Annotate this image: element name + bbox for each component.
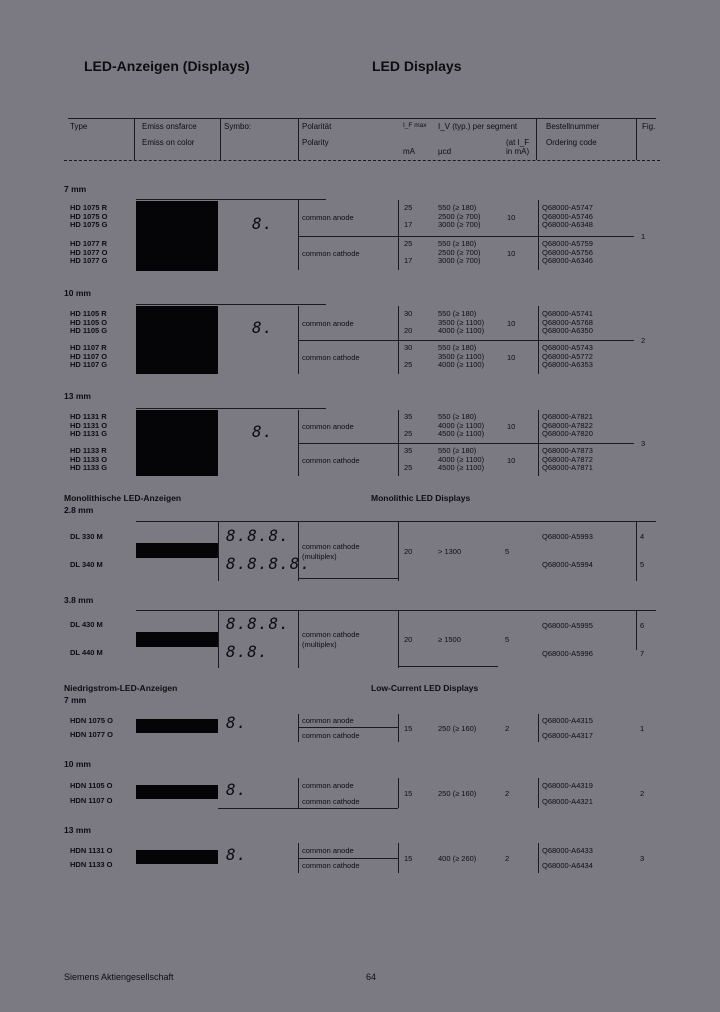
segment-symbol: 8.8.8.	[226, 614, 290, 633]
segment-symbol: 8.8.8.	[226, 526, 290, 545]
hdr-polar-de: Polarität	[302, 122, 332, 131]
order-codes: Q68000-A5759 Q68000-A5756 Q68000-A6346	[542, 239, 593, 266]
hdr-type: Type	[70, 122, 88, 131]
order-code: Q68000-A4317	[542, 731, 593, 740]
order-code: Q68000-A4319	[542, 781, 593, 790]
order-codes: Q68000-A7873 Q68000-A7872 Q68000-A7871	[542, 446, 593, 473]
order-codes: Q68000-A5747 Q68000-A5746 Q68000-A6348	[542, 203, 593, 230]
order-codes: Q68000-A5741 Q68000-A5768 Q68000-A6350	[542, 309, 593, 336]
low-title-de: Niedrigstrom-LED-Anzeigen	[64, 683, 178, 693]
title-de: LED-Anzeigen (Displays)	[84, 58, 250, 74]
order-code: Q68000-A5993	[542, 532, 593, 541]
type-name: HDN 1133 O	[70, 860, 113, 869]
polarity: common cathode	[302, 249, 360, 258]
order-code: Q68000-A5994	[542, 560, 593, 569]
iv-value: ≥ 1500	[438, 635, 461, 644]
iv-values: 550 (≥ 180) 4000 (≥ 1100) 4500 (≥ 1100)	[438, 412, 485, 439]
polarity-note: (multiplex)	[302, 640, 337, 649]
type-list: HD 1105 R HD 1105 O HD 1105 G	[70, 309, 108, 336]
ifmax: 20	[404, 635, 413, 644]
polarity: common anode	[302, 781, 354, 790]
polarity: common anode	[302, 846, 354, 855]
mono-title-en: Monolithic LED Displays	[371, 493, 471, 503]
ifmax: 15	[404, 789, 413, 798]
polarity: common cathode	[302, 861, 360, 870]
hdr-symbol: Symbo:	[224, 122, 252, 131]
type-list: HD 1077 R HD 1077 O HD 1077 G	[70, 239, 108, 266]
footer-company: Siemens Aktiengesellschaft	[64, 972, 174, 982]
at-if: 2	[505, 724, 510, 733]
fig-number: 4	[640, 532, 645, 541]
at-if: 10	[507, 249, 516, 258]
order-code: Q68000-A5995	[542, 621, 593, 630]
mono-title-de: Monolithische LED-Anzeigen	[64, 493, 182, 503]
polarity: common cathode	[302, 731, 360, 740]
segment-symbol: 8.8.	[226, 642, 269, 661]
iv-values: 550 (≥ 180) 2500 (≥ 700) 3000 (≥ 700)	[438, 203, 481, 230]
ifmax: 25 17	[404, 203, 413, 230]
order-code: Q68000-A5996	[542, 649, 593, 658]
iv-values: 550 (≥ 180) 3500 (≥ 1100) 4000 (≥ 1100)	[438, 309, 485, 336]
polarity: common anode	[302, 716, 354, 725]
iv-values: 550 (≥ 180) 2500 (≥ 700) 3000 (≥ 700)	[438, 239, 481, 266]
order-code: Q68000-A6434	[542, 861, 593, 870]
hdr-in-ma: in mA)	[506, 147, 530, 156]
sec-low-13mm: 13 mm	[64, 825, 91, 835]
at-if: 5	[505, 547, 510, 556]
type-name: HDN 1107 O	[70, 796, 113, 805]
polarity: common cathode	[302, 630, 360, 639]
order-code: Q68000-A6433	[542, 846, 593, 855]
segment-symbol: 8.	[252, 318, 274, 337]
ifmax: 15	[404, 724, 413, 733]
segment-symbol: 8.	[226, 780, 248, 799]
polarity: common cathode	[302, 797, 360, 806]
ifmax: 20	[404, 547, 413, 556]
polarity: common cathode	[302, 542, 360, 551]
iv-value: > 1300	[438, 547, 462, 556]
at-if: 10	[507, 422, 516, 431]
sec-7mm: 7 mm	[64, 184, 87, 194]
iv-values: 550 (≥ 180) 4000 (≥ 1100) 4500 (≥ 1100)	[438, 446, 485, 473]
order-codes: Q68000-A5743 Q68000-A5772 Q68000-A6353	[542, 343, 593, 370]
polarity: common cathode	[302, 353, 360, 362]
sec-3-8mm: 3.8 mm	[64, 595, 94, 605]
segment-symbol: 8.	[252, 422, 274, 441]
segment-symbol: 8.	[252, 214, 274, 233]
ifmax: 15	[404, 854, 413, 863]
fig-number: 1	[640, 724, 645, 733]
hdr-if: I_F max	[403, 122, 427, 129]
at-if: 5	[505, 635, 510, 644]
hdr-order-de: Bestellnummer	[546, 122, 600, 131]
order-code: Q68000-A4315	[542, 716, 593, 725]
polarity: common anode	[302, 422, 354, 431]
fig-number: 3	[640, 854, 645, 863]
hdr-emiss-de: Emiss onsfarce	[142, 122, 197, 131]
type-name: HDN 1131 O	[70, 846, 113, 855]
ifmax: 35 25	[404, 412, 413, 439]
ifmax: 25 17	[404, 239, 413, 266]
type-name: DL 340 M	[70, 560, 103, 569]
at-if: 10	[507, 213, 516, 222]
type-name: DL 440 M	[70, 648, 103, 657]
fig-number: 3	[641, 439, 646, 448]
sec-13mm: 13 mm	[64, 391, 91, 401]
type-list: HD 1075 R HD 1075 O HD 1075 G	[70, 203, 108, 230]
hdr-polar-en: Polarity	[302, 138, 329, 147]
type-name: HDN 1077 O	[70, 730, 113, 739]
at-if: 2	[505, 789, 510, 798]
page-number: 64	[366, 972, 377, 982]
polarity-note: (multiplex)	[302, 552, 337, 561]
hdr-iv: I_V (typ.) per segment	[438, 122, 518, 131]
sec-low-7mm: 7 mm	[64, 695, 87, 705]
type-list: HD 1133 R HD 1133 O HD 1133 G	[70, 446, 108, 473]
type-name: DL 330 M	[70, 532, 103, 541]
fig-number: 2	[640, 789, 645, 798]
segment-symbol: 8.	[226, 713, 248, 732]
iv-values: 550 (≥ 180) 3500 (≥ 1100) 4000 (≥ 1100)	[438, 343, 485, 370]
ifmax: 30 25	[404, 343, 413, 370]
hdr-order-en: Ordering code	[546, 138, 597, 147]
hdr-at-if: (at I_F	[506, 138, 530, 147]
iv-value: 400 (≥ 260)	[438, 854, 477, 863]
ifmax: 35 25	[404, 446, 413, 473]
fig-number: 7	[640, 649, 645, 658]
iv-value: 250 (≥ 160)	[438, 789, 477, 798]
type-name: DL 430 M	[70, 620, 103, 629]
type-name: HDN 1105 O	[70, 781, 113, 790]
low-title-en: Low-Current LED Displays	[371, 683, 479, 693]
order-codes: Q68000-A7821 Q68000-A7822 Q68000-A7820	[542, 412, 593, 439]
fig-number: 5	[640, 560, 645, 569]
polarity: common anode	[302, 319, 354, 328]
iv-value: 250 (≥ 160)	[438, 724, 477, 733]
type-list: HD 1131 R HD 1131 O HD 1131 G	[70, 412, 108, 439]
hdr-fig: Fig.	[642, 122, 656, 131]
at-if: 2	[505, 854, 510, 863]
at-if: 10	[507, 319, 516, 328]
title-en: LED Displays	[372, 58, 462, 74]
sec-10mm: 10 mm	[64, 288, 91, 298]
fig-number: 2	[641, 336, 646, 345]
sec-2-8mm: 2.8 mm	[64, 505, 94, 515]
at-if: 10	[507, 456, 516, 465]
segment-symbol: 8.8.8.8.	[226, 554, 312, 573]
hdr-ucd: µcd	[438, 147, 452, 156]
hdr-emiss-en: Emiss on color	[142, 138, 195, 147]
fig-number: 1	[641, 232, 646, 241]
sec-low-10mm: 10 mm	[64, 759, 91, 769]
fig-number: 6	[640, 621, 645, 630]
hdr-ma: mA	[403, 147, 415, 156]
polarity: common cathode	[302, 456, 360, 465]
polarity: common anode	[302, 213, 354, 222]
ifmax: 30 20	[404, 309, 413, 336]
segment-symbol: 8.	[226, 845, 248, 864]
at-if: 10	[507, 353, 516, 362]
type-list: HD 1107 R HD 1107 O HD 1107 G	[70, 343, 108, 370]
order-code: Q68000-A4321	[542, 797, 593, 806]
type-name: HDN 1075 O	[70, 716, 113, 725]
